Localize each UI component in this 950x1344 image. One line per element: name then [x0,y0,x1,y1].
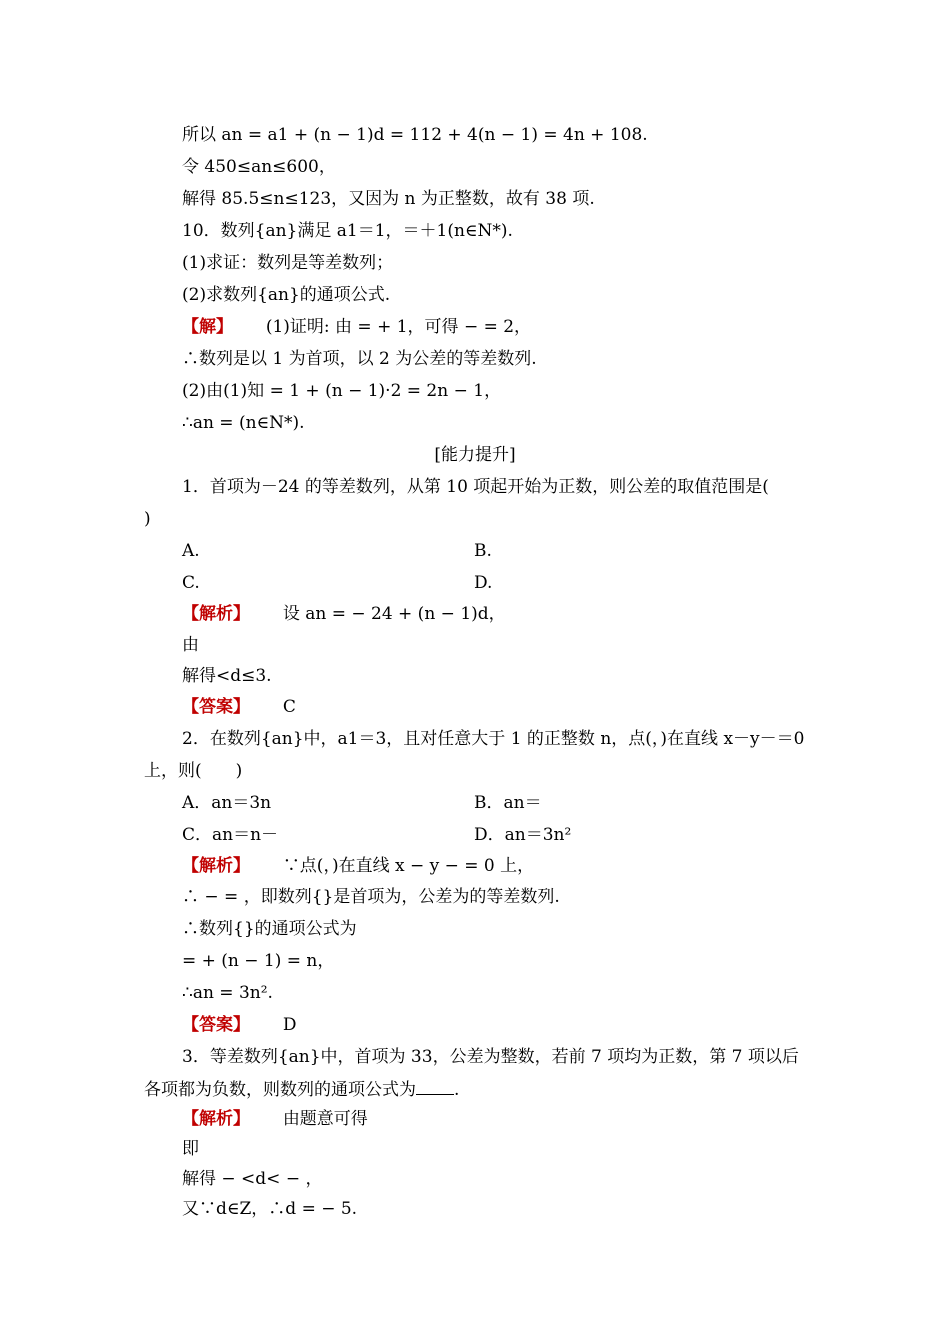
text-line: ∴an = (n∈N*). [182,413,305,433]
analysis-text: 设 an = − 24 + (n − 1)d， [282,604,506,624]
analysis-line [182,603,506,625]
analysis-text: ∵点(，)在直线 x − y − = 0 上， [282,856,535,876]
option-d: D．an＝3n² [474,825,572,845]
text-line: 解得<d≤3. [182,666,272,686]
problem-2-stem-cont: 上，则( ) [144,761,243,781]
problem-1-stem-cont: ) [144,509,151,529]
solution-tag: 【解】 [182,317,233,337]
analysis-line [182,855,534,877]
problem-10-stem: 10．数列{an}满足 a1＝1，＝＋1(n∈N*). [182,221,513,241]
answer-tag: 【答案】 [182,1015,250,1035]
text-line: 由 [182,635,199,655]
text-line: (1)求证：数列是等差数列； [182,253,394,273]
option-a: A．an＝3n [182,793,272,813]
problem-3-stem: 3．等差数列{an}中，首项为 33，公差为整数，若前 7 项均为正数，第 7 项以后 [182,1047,799,1067]
text-line: 解得 − <d< − ， [182,1169,323,1189]
problem-3-stem-cont [144,1078,459,1101]
section-heading: [能力提升] [434,445,516,465]
analysis-line [182,1108,368,1130]
analysis-tag: 【解析】 [182,604,250,624]
text-line: (2)求数列{an}的通项公式. [182,285,391,305]
analysis-tag: 【解析】 [182,1109,250,1129]
option-c: C．an＝n－ [182,825,279,845]
text-line: ∴数列是以 1 为首项，以 2 为公差的等差数列. [182,349,537,369]
text-line: 又∵d∈Z，∴d = − 5. [182,1199,358,1219]
problem-3-period: . [454,1080,460,1100]
text-line: ∴an = 3n². [182,983,273,1003]
solution-line [182,316,531,338]
option-b: B．an＝ [474,793,542,813]
problem-3-text: 各项都为负数，则数列的通项公式为 [144,1080,416,1100]
answer-line [182,1014,296,1036]
text-line: 令 450≤an≤600， [182,157,336,177]
problem-1-stem: 1．首项为－24 的等差数列，从第 10 项起开始为正数，则公差的取值范围是( [182,477,769,497]
option-a: A. [182,541,200,561]
problem-2-stem: 2．在数列{an}中，a1＝3，且对任意大于 1 的正整数 n，点(，)在直线 x－y－＝0 [182,729,805,749]
text-line: ∴ − = ，即数列{}是首项为，公差为的等差数列. [182,887,560,907]
answer-text: D [282,1015,297,1035]
text-line: 即 [182,1139,199,1159]
solution-text: (1)证明: 由 = + 1，可得 − = 2， [265,317,532,337]
analysis-text: 由题意可得 [282,1109,368,1129]
text-line: ∴数列{}的通项公式为 [182,919,357,939]
text-line: 所以 an = a1 + (n − 1)d = 112 + 4(n − 1) = 4n + 108. [182,125,648,145]
answer-blank [416,1078,454,1095]
option-d: D. [474,573,493,593]
option-c: C. [182,573,200,593]
analysis-tag: 【解析】 [182,856,250,876]
answer-text: C [282,697,296,717]
answer-tag: 【答案】 [182,697,250,717]
text-line: = + (n − 1) = n， [182,951,335,971]
text-line: (2)由(1)知 = 1 + (n − 1)·2 = 2n − 1， [182,381,502,401]
answer-line [182,696,296,718]
option-b: B. [474,541,492,561]
text-line: 解得 85.5≤n≤123，又因为 n 为正整数，故有 38 项. [182,189,595,209]
